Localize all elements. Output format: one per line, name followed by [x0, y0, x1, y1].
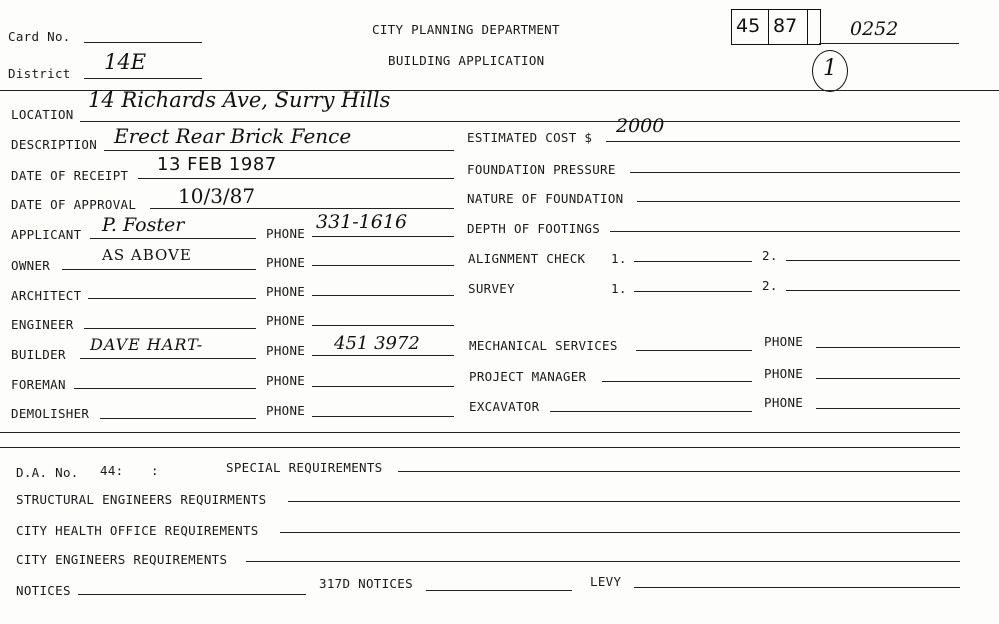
survey-line2	[786, 290, 960, 291]
project-manager-phone-line	[816, 378, 960, 379]
section-rule-1	[0, 432, 960, 433]
applicant-phone-line	[312, 236, 454, 237]
levy-label: LEVY	[590, 574, 622, 589]
survey-label: SURVEY	[468, 281, 515, 296]
notices-317d-label: 317D NOTICES	[319, 576, 413, 591]
city-health-label: CITY HEALTH OFFICE REQUIREMENTS	[16, 523, 259, 538]
alignment-check-line1	[634, 261, 752, 262]
da-no-colon: :	[151, 463, 159, 478]
alignment-check-label: ALIGNMENT CHECK	[468, 251, 586, 266]
city-engineers-line	[246, 561, 960, 562]
survey-item2: 2.	[762, 278, 778, 293]
special-requirements-line	[398, 471, 960, 472]
department-title: CITY PLANNING DEPARTMENT	[372, 22, 560, 37]
mechanical-services-line	[636, 350, 752, 351]
architect-line	[88, 298, 256, 299]
description-value: Erect Rear Brick Fence	[114, 124, 352, 148]
alignment-check-item2: 2.	[762, 248, 778, 263]
builder-line	[80, 358, 256, 359]
date-of-approval-line	[150, 208, 454, 209]
location-label: LOCATION	[11, 107, 74, 122]
demolisher-phone-line	[312, 416, 454, 417]
demolisher-phone-label: PHONE	[266, 403, 306, 418]
reference-number: 0252	[850, 18, 899, 40]
form-title: BUILDING APPLICATION	[388, 53, 545, 68]
description-label: DESCRIPTION	[11, 137, 98, 152]
nature-of-foundation-line	[637, 201, 960, 202]
foundation-pressure-label: FOUNDATION PRESSURE	[467, 162, 616, 177]
da-no-value: 44:	[100, 463, 124, 478]
estimated-cost-label: ESTIMATED COST $	[467, 130, 593, 145]
da-no-label: D.A. No.	[16, 465, 79, 480]
engineer-line	[84, 328, 256, 329]
foundation-pressure-line	[630, 172, 960, 173]
excavator-phone-line	[816, 408, 960, 409]
section-rule-2	[0, 447, 960, 448]
owner-phone-label: PHONE	[266, 255, 306, 270]
structural-engineers-line	[288, 501, 960, 502]
architect-phone-line	[312, 295, 454, 296]
architect-phone-label: PHONE	[266, 284, 306, 299]
project-manager-label: PROJECT MANAGER	[469, 369, 587, 384]
card-no-line	[84, 42, 202, 43]
date-of-receipt-line	[138, 178, 454, 179]
applicant-phone-value: 331-1616	[316, 211, 408, 233]
applicant-value: P. Foster	[102, 214, 185, 236]
alignment-check-line2	[786, 260, 960, 261]
foreman-phone-label: PHONE	[266, 373, 306, 388]
applicant-phone-label: PHONE	[266, 226, 306, 241]
description-line	[104, 150, 454, 151]
demolisher-label: DEMOLISHER	[11, 406, 90, 421]
reference-divider-2	[807, 9, 808, 45]
city-engineers-label: CITY ENGINEERS REQUIREMENTS	[16, 552, 228, 567]
reference-divider	[768, 9, 769, 45]
applicant-line	[90, 238, 256, 239]
builder-phone-value: 451 3972	[334, 333, 420, 354]
excavator-phone-label: PHONE	[764, 395, 804, 410]
excavator-line	[550, 411, 752, 412]
date-of-approval-label: DATE OF APPROVAL	[11, 197, 137, 212]
survey-item1: 1.	[611, 281, 627, 296]
levy-line	[634, 587, 960, 588]
reference-part1: 45	[736, 15, 761, 37]
architect-label: ARCHITECT	[11, 288, 82, 303]
foreman-label: FOREMAN	[11, 377, 66, 392]
structural-engineers-label: STRUCTURAL ENGINEERS REQUIRMENTS	[16, 492, 267, 507]
nature-of-foundation-label: NATURE OF FOUNDATION	[467, 191, 624, 206]
survey-line1	[634, 291, 752, 292]
notices-317d-line	[426, 590, 572, 591]
notices-label: NOTICES	[16, 583, 71, 598]
foreman-phone-line	[312, 386, 454, 387]
date-of-receipt-value: 13 FEB 1987	[157, 154, 277, 175]
mechanical-services-phone-line	[816, 347, 960, 348]
owner-phone-line	[312, 265, 454, 266]
estimated-cost-value: 2000	[616, 115, 665, 137]
demolisher-line	[100, 418, 256, 419]
builder-label: BUILDER	[11, 347, 66, 362]
reference-line	[819, 43, 959, 44]
depth-of-footings-line	[610, 231, 960, 232]
builder-phone-label: PHONE	[266, 343, 306, 358]
location-value: 14 Richards Ave, Surry Hills	[88, 88, 391, 112]
estimated-cost-line	[606, 141, 960, 142]
project-manager-phone-label: PHONE	[764, 366, 804, 381]
circled-number: 1	[823, 56, 837, 81]
city-health-line	[280, 532, 960, 533]
engineer-phone-label: PHONE	[266, 313, 306, 328]
mechanical-services-phone-label: PHONE	[764, 334, 804, 349]
owner-value: AS ABOVE	[102, 246, 192, 264]
district-value: 14E	[104, 50, 147, 74]
district-label: District	[8, 66, 71, 81]
builder-phone-line	[312, 355, 454, 356]
builder-value: DAVE HART-	[90, 335, 204, 354]
applicant-label: APPLICANT	[11, 227, 82, 242]
date-of-approval-value: 10/3/87	[178, 184, 256, 208]
district-line	[84, 78, 202, 79]
engineer-phone-line	[312, 325, 454, 326]
location-line	[80, 121, 960, 122]
reference-part2: 87	[773, 15, 798, 37]
mechanical-services-label: MECHANICAL SERVICES	[469, 338, 618, 353]
notices-line	[78, 594, 306, 595]
project-manager-line	[602, 381, 752, 382]
owner-label: OWNER	[11, 258, 51, 273]
excavator-label: EXCAVATOR	[469, 399, 540, 414]
alignment-check-item1: 1.	[611, 251, 627, 266]
depth-of-footings-label: DEPTH OF FOOTINGS	[467, 221, 601, 236]
engineer-label: ENGINEER	[11, 317, 74, 332]
card-no-label: Card No.	[8, 29, 71, 44]
owner-line	[62, 269, 256, 270]
foreman-line	[74, 388, 256, 389]
special-requirements-label: SPECIAL REQUIREMENTS	[226, 460, 383, 475]
date-of-receipt-label: DATE OF RECEIPT	[11, 168, 129, 183]
